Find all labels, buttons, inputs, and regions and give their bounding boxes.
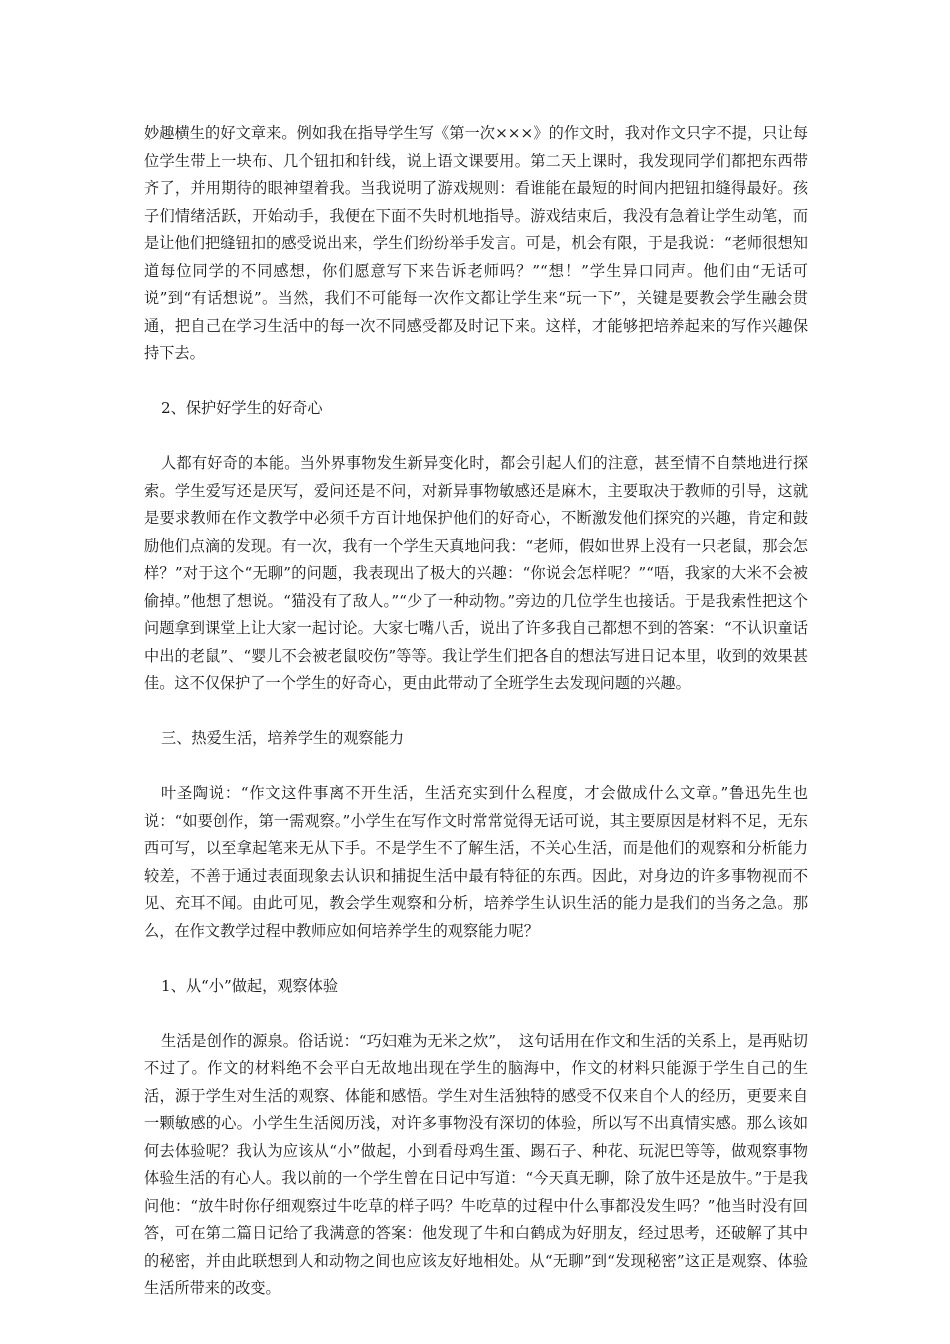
- document-page: [144, 120, 808, 1303]
- spacer: [144, 1000, 808, 1028]
- spacer: [144, 753, 808, 781]
- spacer: [144, 368, 808, 396]
- paragraph-start-small: 生活是创作的源泉。俗话说：“巧妇难为无米之炊”， 这句话用在作文和生活的关系上，是再贴切不过了。作文的材料绝不会平白无故地出现在学生的脑海中，作文的材料只能源于学生自己的生活，源于学生对生活的观察、体能和感悟。学生对生活独特的感受不仅来自个人的经历，更要来自一颗敏感的心。小学生生活阅历浅，对许多事物没有深切的体验，所以写不出真情实感。那么该如何去体验呢？我认为应该从“小”做起，小到看母鸡生蛋、踢石子、种花、玩泥巴等等，做观察事物体验生活的有心人。我以前的一个学生曾在日记中写道：“今天真无聊，除了放牛还是放牛。”于是我问他：“放牛时你仔细观察过牛吃草的样子吗？牛吃草的过程中什么事都没发生吗？”他当时没有回答，可在第二篇日记给了我满意的答案：他发现了牛和白鹤成为好朋友，经过思考，还破解了其中的秘密，并由此联想到人和动物之间也应该友好地相处。从“无聊”到“发现秘密”这正是观察、体验生活所带来的改变。: [144, 1031, 808, 1297]
- heading-start-small: 1、从“小”做起，观察体验: [161, 976, 339, 995]
- paragraph-observation: 叶圣陶说：“作文这件事离不开生活，生活充实到什么程度，才会做成什么文章。”鲁迅先生也说：“如要创作，第一需观察。”小学生在写作文时常常觉得无话可说，其主要原因是材料不足，无东西可写，以至拿起笔来无从下手。不是学生不了解生活，不关心生活，而是他们的观察和分析能力较差，不善于通过表面现象去认识和捕捉生活中最有特征的东西。因此，对身边的许多事物视而不见、充耳不闻。由此可见，教会学生观察和分析，培养学生认识生活的能力是我们的当务之急。那么，在作文教学过程中教师应如何培养学生的观察能力呢？: [144, 784, 808, 940]
- spacer: [144, 423, 808, 451]
- paragraph-curiosity: 人都有好奇的本能。当外界事物发生新异变化时，都会引起人们的注意，甚至情不自禁地进行探索。学生爱写还是厌写，爱问还是不问，对新异事物敏感还是麻木，主要取决于教师的引导，这就是要求教师在作文教学中必须千方百计地保护他们的好奇心，不断激发他们探究的兴趣，肯定和鼓励他们点滴的发现。有一次，我有一个学生天真地问我：“老师，假如世界上没有一只老鼠，那会怎样？”对于这个“无聊”的问题，我表现出了极大的兴趣：“你说会怎样呢？”“唔，我家的大米不会被偷掉。”他想了想说。“猫没有了敌人。”“少了一种动物。”旁边的几位学生也接话。于是我索性把这个问题拿到课堂上让大家一起讨论。大家七嘴八舌，说出了许多我自己都想不到的答案：“不认识童话中出的老鼠”、“婴儿不会被老鼠咬伤”等等。我让学生们把各自的想法写进日记本里，收到的效果甚佳。这不仅保护了一个学生的好奇心，更由此带动了全班学生去发现问题的兴趣。: [144, 454, 808, 692]
- spacer: [144, 698, 808, 726]
- heading-curiosity: 2、保护好学生的好奇心: [161, 399, 323, 417]
- spacer: [144, 945, 808, 973]
- paragraph-button-game: 妙趣横生的好文章来。例如我在指导学生写《第一次×××》的作文时，我对作文只字不提，只让每位学生带上一块布、几个钮扣和针线，说上语文课要用。第二天上课时，我发现同学们都把东西带齐了，并用期待的眼神望着我。当我说明了游戏规则：看谁能在最短的时间内把钮扣缝得最好。孩子们情绪活跃，开始动手，我便在下面不失时机地指导。游戏结束后，我没有急着让学生动笔，而是让他们把缝钮扣的感受说出来，学生们纷纷举手发言。可是，机会有限，于是我说：“老师很想知道每位同学的不同感想，你们愿意写下来告诉老师吗？”“想！”学生异口同声。他们由“无话可说”到“有话想说”。当然，我们不可能每一次作文都让学生来“玩一下”，关键是要教会学生融会贯通，把自己在学习生活中的每一次不同感受都及时记下来。这样，才能够把培养起来的写作兴趣保持下去。: [144, 124, 808, 362]
- heading-observation: 三、热爱生活，培养学生的观察能力: [161, 729, 404, 747]
